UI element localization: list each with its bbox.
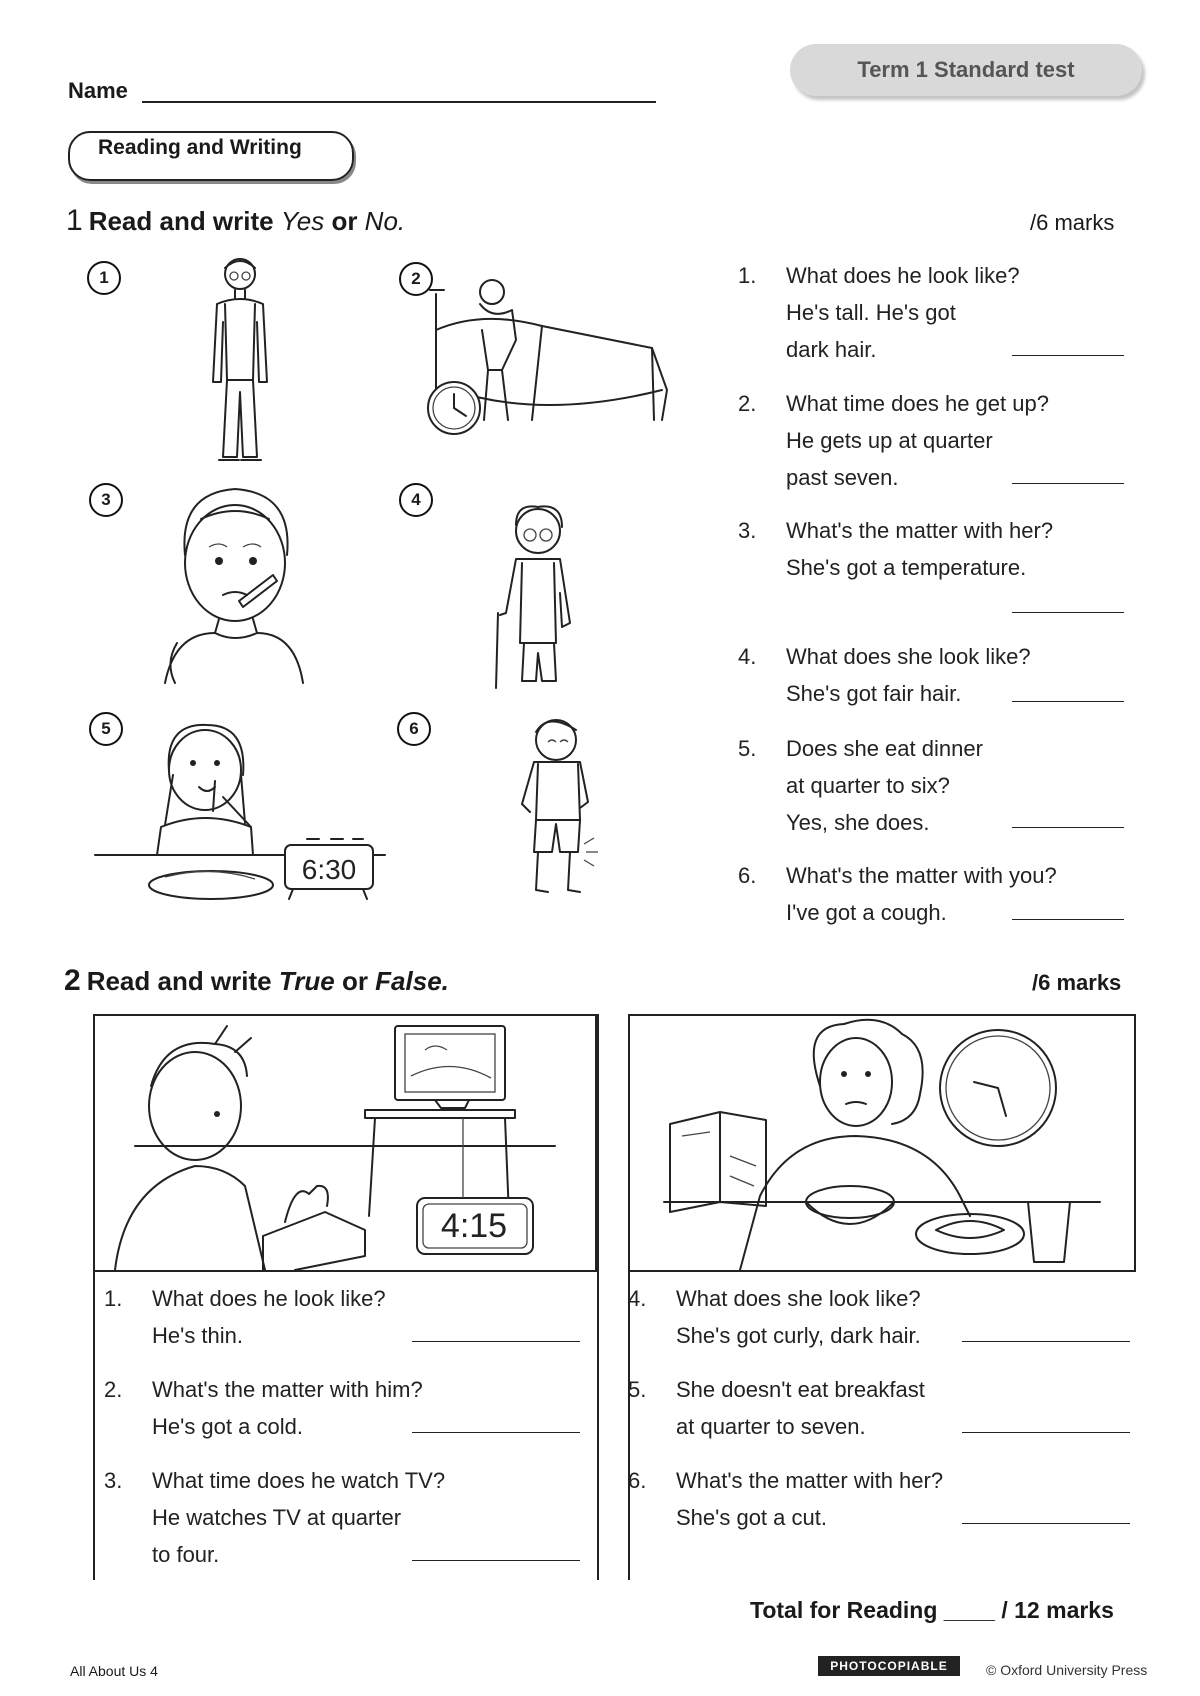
s1-question-4: 4. What does she look like? She's got fair hair. [738, 644, 1031, 706]
s2-question-3: 3. What time does he watch TV? He watches TV at quarter to four. [104, 1468, 446, 1567]
term-badge: Term 1 Standard test [790, 44, 1142, 96]
old-woman-illustration [486, 503, 586, 693]
total-for-reading [750, 1597, 1114, 1624]
section-label: Reading and Writing [68, 131, 354, 181]
s1-answer-line-3[interactable] [1012, 612, 1124, 613]
picture-number-6: 6 [397, 712, 431, 746]
total-label: Total for Reading [750, 1597, 938, 1623]
tall-man-illustration [195, 252, 285, 467]
s1-answer-line-1[interactable] [1012, 355, 1124, 356]
s1-question-3: 3. What's the matter with her? She's got a temperature. [738, 518, 1054, 580]
s2-answer-line-5[interactable] [962, 1432, 1130, 1433]
s2-answer-line-4[interactable] [962, 1341, 1130, 1342]
section2-marks: /6 marks [1032, 970, 1122, 995]
boy-hurt-knee-illustration [508, 712, 618, 908]
footer-copyright: © Oxford University Press [986, 1662, 1148, 1678]
total-marks: / 12 marks [994, 1597, 1114, 1623]
section1-title: 1 Read and write Yes or No. [66, 204, 406, 237]
picture-number-2: 2 [399, 262, 433, 296]
s2-answer-line-3[interactable] [412, 1560, 580, 1561]
s1-question-1: 1. What does he look like? He's tall. He's got dark hair. [738, 263, 1020, 362]
s1-question-5: 5. Does she eat dinner at quarter to six? Yes, she does. [738, 736, 983, 835]
section2-title: 2 Read and write True or False. [64, 964, 449, 997]
girl-breakfast-picture [628, 1014, 1136, 1272]
name-answer-line[interactable] [142, 101, 656, 103]
picture-number-5: 5 [89, 712, 123, 746]
s1-answer-line-5[interactable] [1012, 827, 1124, 828]
name-label: Name [68, 78, 128, 103]
s1-question-6: 6. What's the matter with you? I've got a cough. [738, 863, 1057, 925]
s2-answer-line-1[interactable] [412, 1341, 580, 1342]
sick-girl-illustration [165, 483, 305, 691]
s2-answer-line-2[interactable] [412, 1432, 580, 1433]
s1-answer-line-2[interactable] [1012, 483, 1124, 484]
clock-display-6-30: 6:30 [301, 854, 357, 885]
total-blank[interactable]: ____ [943, 1597, 995, 1623]
s2-question-2: 2. What's the matter with him? He's got a cold. [104, 1377, 423, 1439]
picture-number-1: 1 [87, 261, 121, 295]
boy-in-bed-illustration [422, 270, 672, 445]
footer-book-title: All About Us 4 [70, 1663, 158, 1679]
s2-question-4: 4. What does she look like? She's got curly, dark hair. [628, 1286, 921, 1348]
section1-marks: /6 marks [1030, 210, 1115, 235]
s2-question-1: 1. What does he look like? He's thin. [104, 1286, 386, 1348]
s2-answer-line-6[interactable] [962, 1523, 1130, 1524]
photocopiable-badge: PHOTOCOPIABLE [818, 1656, 960, 1676]
picture-number-3: 3 [89, 483, 123, 517]
girl-eating-cereal-illustration [630, 1016, 1134, 1270]
s1-question-2: 2. What time does he get up? He gets up at quarter past seven. [738, 391, 1049, 490]
s2-question-6: 6. What's the matter with her? She's got a cut. [628, 1468, 944, 1530]
picture-number-4: 4 [399, 483, 433, 517]
clock-display-4-15: 4:15 [440, 1206, 508, 1245]
s2-question-5: 5. She doesn't eat breakfast at quarter to seven. [628, 1377, 925, 1439]
s1-answer-line-4[interactable] [1012, 701, 1124, 702]
s1-answer-line-6[interactable] [1012, 919, 1124, 920]
